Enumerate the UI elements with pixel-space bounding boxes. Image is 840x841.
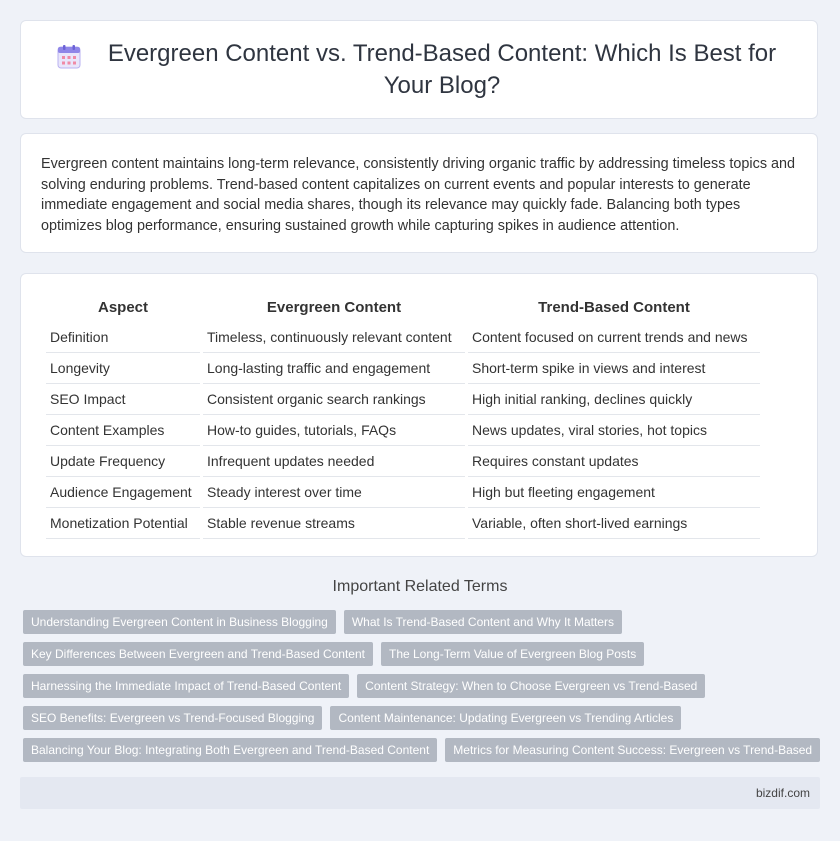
table-row xyxy=(46,322,760,353)
tag-row xyxy=(23,674,823,698)
column-header-evergreen: Evergreen Content xyxy=(266,298,402,316)
table-row xyxy=(46,446,760,477)
intro-paragraph: Evergreen content maintains long-term relevance, consistently driving organic traffic by addressing timeless topics and solving enduring problems. Trend-based content capitalizes on current events and popular interests to generate immediate engagement and social media shares, though its relevance may quickly fade. Balancing both types optimizes blog performance, ensuring sustained growth while capturing spikes in audience attention. xyxy=(41,156,796,234)
title-wrap xyxy=(49,38,789,102)
related-terms-list xyxy=(23,610,823,770)
table-cell: Content Examples xyxy=(46,415,200,446)
related-term-link[interactable]: Metrics for Measuring Content Success: Evergreen vs Trend-Based xyxy=(445,738,820,762)
table-row xyxy=(46,508,760,539)
related-term-link[interactable]: Content Strategy: When to Choose Evergreen vs Trend-Based xyxy=(357,674,705,698)
related-term-link[interactable]: What Is Trend-Based Content and Why It Matters xyxy=(344,610,622,634)
footer xyxy=(20,777,820,809)
related-term-link[interactable]: Content Maintenance: Updating Evergreen vs Trending Articles xyxy=(330,706,681,730)
table-row xyxy=(46,477,760,508)
table-cell: Longevity xyxy=(46,353,200,384)
table-cell: Definition xyxy=(46,322,200,353)
table-cell: Short-term spike in views and interest xyxy=(468,353,760,384)
table-row xyxy=(46,415,760,446)
table-cell: Audience Engagement xyxy=(46,477,200,508)
table-header-row xyxy=(46,296,760,322)
table-cell: Consistent organic search rankings xyxy=(203,384,465,415)
calendar-icon xyxy=(56,44,82,70)
table-cell: Long-lasting traffic and engagement xyxy=(203,353,465,384)
table-cell: Timeless, continuously relevant content xyxy=(203,322,465,353)
column-header-trend: Trend-Based Content xyxy=(538,298,690,316)
tag-row xyxy=(23,738,823,762)
intro-card xyxy=(20,133,818,253)
table-cell: Content focused on current trends and news xyxy=(468,322,760,353)
table-cell: How-to guides, tutorials, FAQs xyxy=(203,415,465,446)
related-term-link[interactable]: The Long-Term Value of Evergreen Blog Posts xyxy=(381,642,644,666)
related-term-link[interactable]: Harnessing the Immediate Impact of Trend-Based Content xyxy=(23,674,349,698)
table-cell: Steady interest over time xyxy=(203,477,465,508)
table-cell: SEO Impact xyxy=(46,384,200,415)
tag-row xyxy=(23,642,823,666)
table-row xyxy=(46,384,760,415)
table-cell: Infrequent updates needed xyxy=(203,446,465,477)
tag-row xyxy=(23,610,823,634)
page-title: Evergreen Content vs. Trend-Based Content: Which Is Best for Your Blog? xyxy=(107,39,777,99)
table-row xyxy=(46,353,760,384)
title-card xyxy=(20,20,818,119)
related-term-link[interactable]: SEO Benefits: Evergreen vs Trend-Focused Blogging xyxy=(23,706,322,730)
tag-row xyxy=(23,706,823,730)
table-cell: Stable revenue streams xyxy=(203,508,465,539)
comparison-table xyxy=(43,296,763,539)
related-terms-heading: Important Related Terms xyxy=(332,578,508,595)
related-term-link[interactable]: Balancing Your Blog: Integrating Both Evergreen and Trend-Based Content xyxy=(23,738,437,762)
comparison-card xyxy=(20,273,818,557)
table-cell: Update Frequency xyxy=(46,446,200,477)
table-cell: News updates, viral stories, hot topics xyxy=(468,415,760,446)
table-cell: Variable, often short-lived earnings xyxy=(468,508,760,539)
related-term-link[interactable]: Understanding Evergreen Content in Business Blogging xyxy=(23,610,336,634)
column-header-aspect: Aspect xyxy=(97,298,149,316)
table-cell: High initial ranking, declines quickly xyxy=(468,384,760,415)
table-cell: Requires constant updates xyxy=(468,446,760,477)
table-cell: Monetization Potential xyxy=(46,508,200,539)
related-term-link[interactable]: Key Differences Between Evergreen and Trend-Based Content xyxy=(23,642,373,666)
footer-site-link[interactable]: bizdif.com xyxy=(755,786,810,800)
table-cell: High but fleeting engagement xyxy=(468,477,760,508)
